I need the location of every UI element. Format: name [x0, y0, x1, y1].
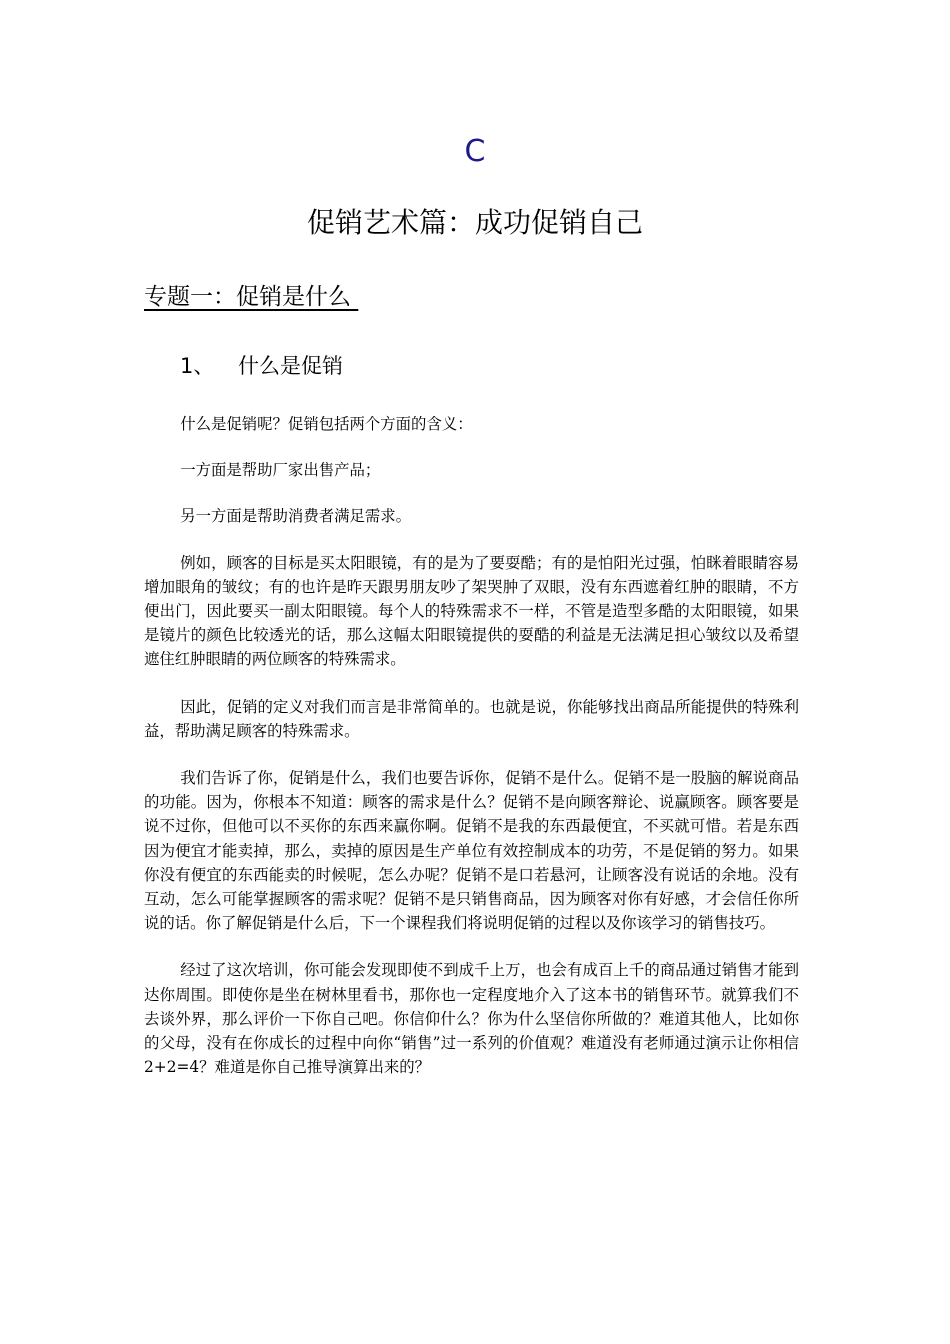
paragraph-training-reflection: 经过了这次培训，你可能会发现即使不到成千上万，也会有成百上千的商品通过销售才能到达你周围。即使你是坐在树林里看书，那你也一定程度地介入了这本书的销售环节。就算我们不去谈外界，那么评价一下你自己吧。你信仰什么？你为什么坚信你所做的？难道其他人，比如你的父母，没有在你成长的过程中向你“销售”过一系列的价值观？难道没有老师通过演示让你相信2+2=4？难道是你自己推导演算出来的？	[144, 961, 799, 1077]
paragraph-definition-intro: 什么是促销呢？促销包括两个方面的含义：	[180, 415, 473, 433]
paragraph-aspect-one: 一方面是帮助厂家出售产品；	[180, 461, 381, 480]
section-heading: 专题一：促销是什么	[144, 284, 359, 310]
paragraph-definition: 因此，促销的定义对我们而言是非常简单的。也就是说，你能够找出商品所能提供的特殊利益，帮助满足顾客的特殊需求。	[144, 697, 799, 740]
page-title: 促销艺术篇：成功促销自己	[306, 206, 643, 239]
subsection-title: 什么是促销	[238, 354, 343, 378]
paragraph-aspect-two: 另一方面是帮助消费者满足需求。	[180, 507, 412, 526]
paragraph-what-promotion-is-not: 我们告诉了你，促销是什么，我们也要告诉你，促销不是什么。促销不是一股脑的解说商品的功能。因为，你根本不知道：顾客的需求是什么？促销不是向顾客辩论、说赢顾客。顾客要是说不过你，但他可以不买你的东西来赢你啊。促销不是我的东西最便宜，不买就可惜。若是东西因为便宜才能卖掉，那么，卖掉的原因是生产单位有效控制成本的功劳，不是促销的努力。如果你没有便宜的东西能卖的时候呢，怎么办呢？促销不是口若悬河，让顾客没有说话的余地。没有互动，怎么可能掌握顾客的需求呢？促销不是只销售商品，因为顾客对你有好感，才会信任你所说的话。你了解促销是什么后，下一个课程我们将说明促销的过程以及你该学习的销售技巧。	[144, 769, 799, 933]
subsection-number: 1、	[180, 354, 215, 378]
subsection-heading	[180, 350, 343, 382]
paragraph-sunglasses-example: 例如，顾客的目标是买太阳眼镜，有的是为了要耍酷；有的是怕阳光过强，怕眯着眼睛容易增加眼角的皱纹；有的也许是昨天跟男朋友吵了架哭肿了双眼，没有东西遮着红肿的眼睛，不方便出门，因此要买一副太阳眼镜。每个人的特殊需求不一样，不管是造型多酷的太阳眼镜，如果是镜片的颜色比较透光的话，那么这幅太阳眼镜提供的耍酷的利益是无法满足担心皱纹以及希望遮住红肿眼睛的两位顾客的特殊需求。	[144, 553, 799, 669]
body-text	[144, 412, 799, 1102]
chapter-letter: C	[464, 134, 486, 169]
